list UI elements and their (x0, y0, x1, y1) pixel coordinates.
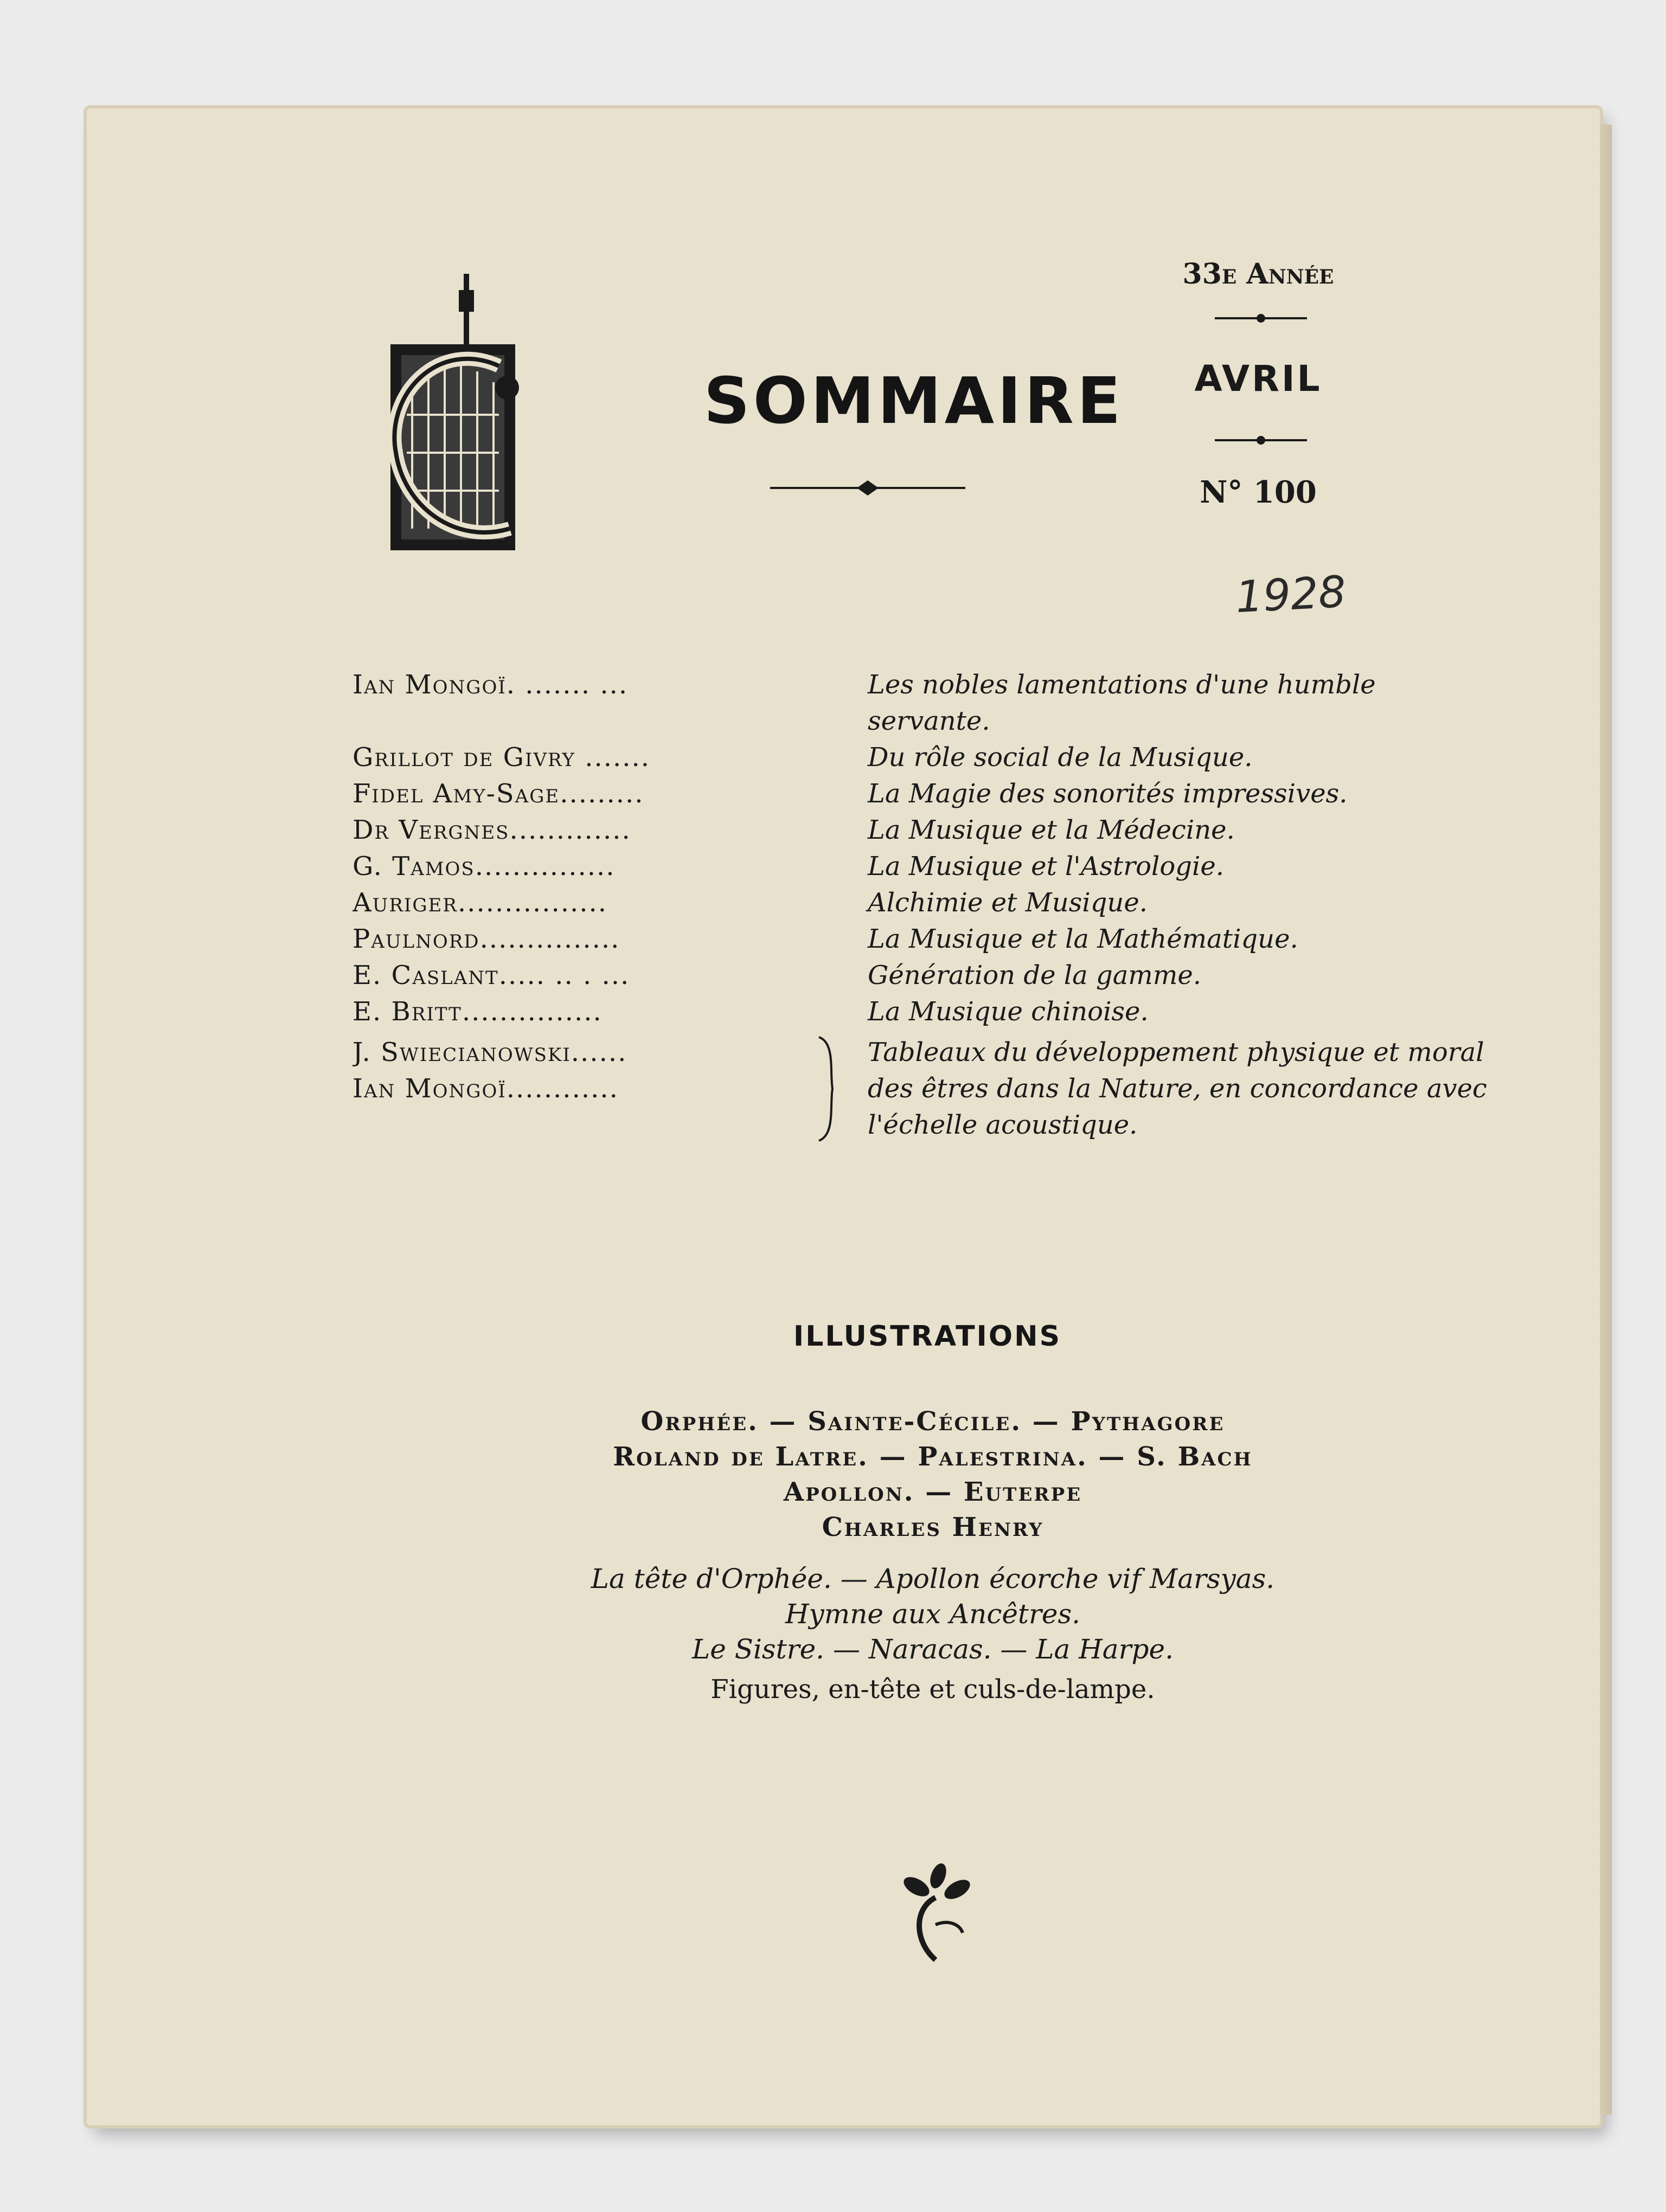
toc-row (353, 994, 1497, 1030)
toc-title: La Musique chinoise. (868, 996, 1149, 1027)
toc-author: Grillot de Givry ....... (353, 742, 651, 773)
table-of-contents (353, 667, 1497, 1143)
illuminated-initial-icon (374, 274, 531, 556)
toc-row (353, 848, 1497, 885)
toc-author: E. Britt............... (353, 996, 603, 1027)
toc-row-joint (353, 1034, 1497, 1143)
illustration-line: Orphée. — Sainte-Cécile. — Pythagore (640, 1406, 1225, 1437)
toc-row (353, 776, 1497, 812)
brace-icon (813, 1034, 846, 1143)
month-label: AVRIL (1194, 358, 1322, 400)
magazine-cover-page (87, 108, 1600, 2125)
toc-row (353, 740, 1497, 776)
divider-ornament-icon (1215, 434, 1307, 447)
flower-ornament-icon (884, 1860, 982, 1968)
toc-joint-authors (353, 1034, 813, 1107)
illustration-line: Roland de Latre. — Palestrina. — S. Bach (613, 1442, 1253, 1472)
toc-row (353, 957, 1497, 994)
toc-title: La Musique et la Mathématique. (868, 924, 1298, 954)
toc-author: E. Caslant..... .. . ... (353, 960, 630, 991)
handwritten-year: 1928 (1234, 566, 1348, 623)
toc-author: Paulnord............... (353, 924, 620, 954)
toc-author: G. Tamos............... (353, 851, 616, 882)
toc-author: J. Swiecianowski...... (353, 1037, 627, 1068)
illustration-line: Charles Henry (822, 1512, 1044, 1542)
toc-title: Alchimie et Musique. (868, 888, 1148, 918)
toc-author: Auriger................ (353, 888, 608, 918)
toc-title: Les nobles lamentations d'une humble servante. (868, 670, 1376, 736)
toc-title: La Musique et la Médecine. (868, 815, 1235, 845)
divider-ornament-icon (1215, 312, 1307, 325)
toc-title: Du rôle social de la Musique. (868, 742, 1253, 773)
illustrations-heading: ILLUSTRATIONS (793, 1320, 1062, 1353)
illustration-line-italic: La tête d'Orphée. — Apollon écorche vif Marsyas. (591, 1563, 1275, 1594)
toc-row (353, 921, 1497, 957)
toc-author: Ian Mongoï............ (353, 1073, 619, 1104)
page-title: SOMMAIRE (703, 363, 1124, 438)
illustration-line-italic: Hymne aux Ancêtres. (785, 1598, 1081, 1630)
illustration-line: Apollon. — Euterpe (783, 1477, 1082, 1507)
illustration-closing: Figures, en-tête et culs-de-lampe. (710, 1674, 1155, 1705)
year-label: 33e Année (1182, 258, 1334, 291)
illustration-line-italic: Le Sistre. — Naracas. — La Harpe. (692, 1634, 1174, 1665)
toc-title: Tableaux du développement physique et moral des êtres dans la Nature, en concordance avec l'échelle acoustique. (868, 1037, 1487, 1140)
toc-row (353, 885, 1497, 921)
page-edge (1600, 125, 1612, 2114)
toc-row (353, 667, 1497, 740)
toc-author: Fidel Amy-Sage......... (353, 779, 644, 809)
toc-row (353, 812, 1497, 848)
toc-author: Ian Mongoï. ....... ... (353, 670, 629, 700)
illustrations-list (390, 1404, 1475, 1708)
issue-number: N° 100 (1200, 474, 1317, 510)
toc-author: Dr Vergnes............. (353, 815, 631, 845)
title-ornament-icon (770, 477, 965, 499)
toc-title: La Musique et l'Astrologie. (868, 851, 1225, 882)
toc-title: Génération de la gamme. (868, 960, 1201, 991)
toc-title: La Magie des sonorités impressives. (868, 779, 1348, 809)
